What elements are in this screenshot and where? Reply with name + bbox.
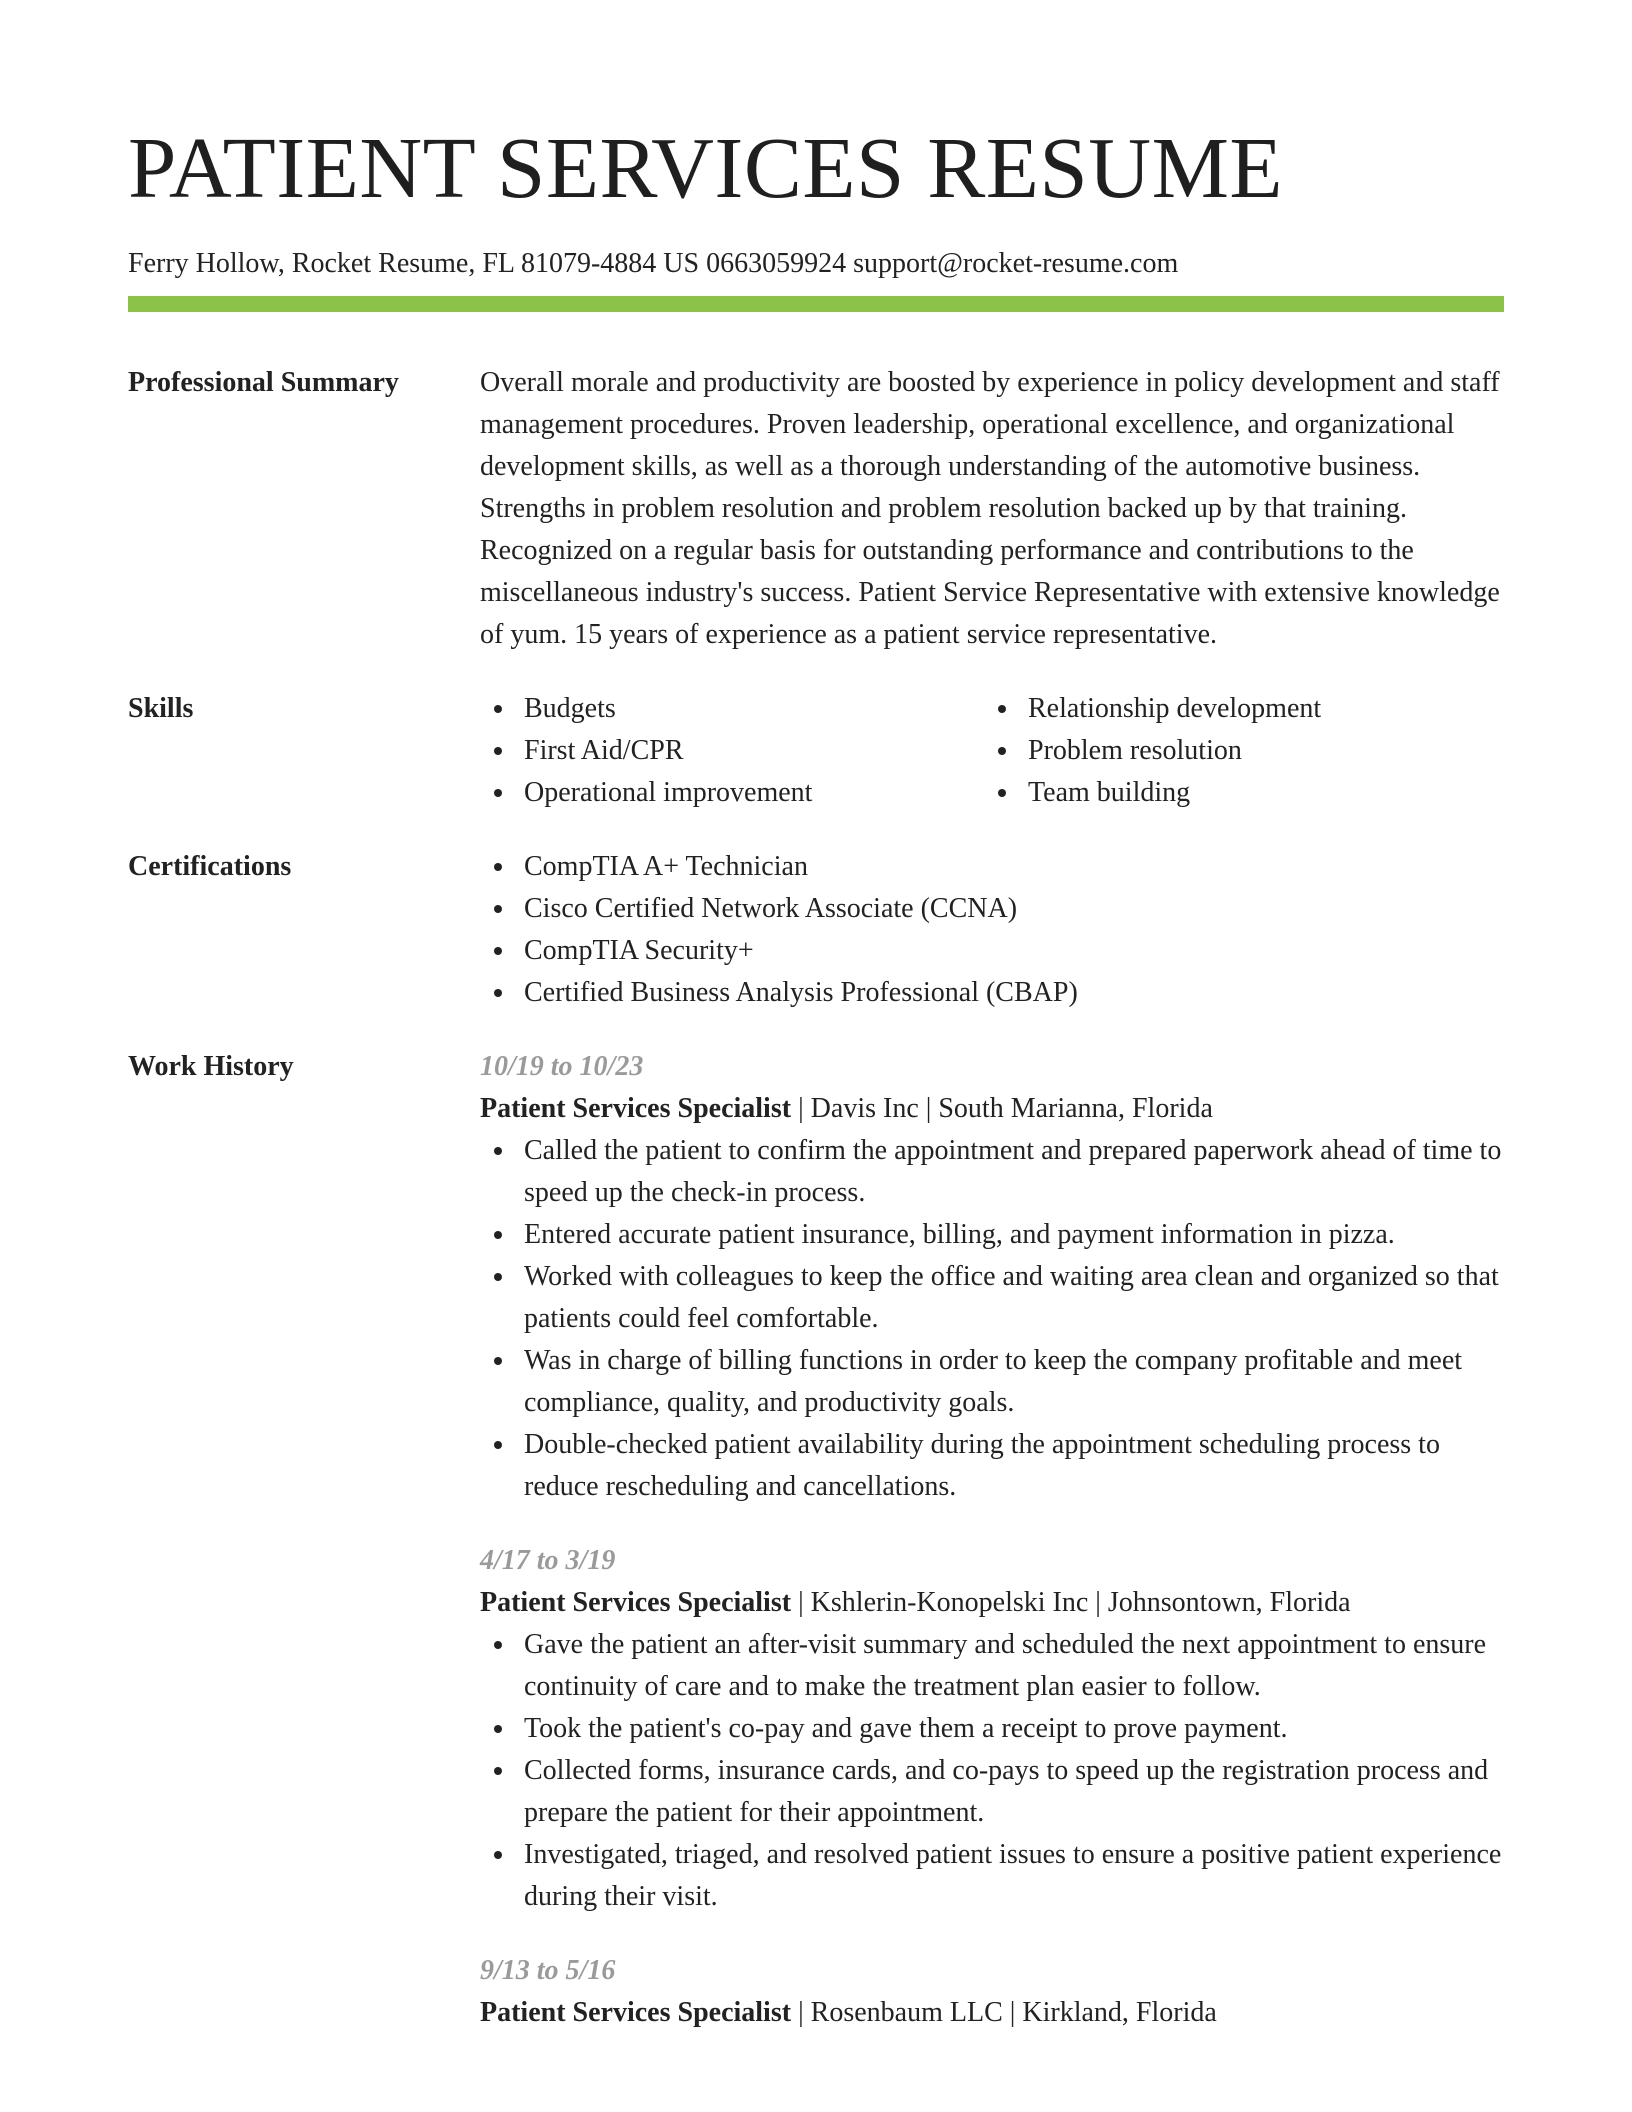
certification-item: CompTIA Security+ [480, 930, 1504, 972]
job-entry [480, 1540, 1504, 1918]
skill-item: Team building [984, 772, 1488, 814]
job-entry [480, 1950, 1504, 2034]
section-label-summary: Professional Summary [128, 367, 399, 398]
skills-section [128, 688, 1504, 814]
job-duty-item: Was in charge of billing functions in order to keep the company profitable and meet compliance, quality, and productivity goals. [480, 1340, 1504, 1424]
job-heading [480, 1582, 1504, 1624]
certifications-list [480, 846, 1504, 1014]
skills-column-left [480, 688, 984, 814]
certification-item: CompTIA A+ Technician [480, 846, 1504, 888]
job-dates: 10/19 to 10/23 [480, 1051, 644, 1082]
work-history-body [480, 1046, 1504, 2066]
job-duty-item: Collected forms, insurance cards, and co-pays to speed up the registration process and prepare the patient for their appointment. [480, 1750, 1504, 1834]
job-duty-item: Investigated, triaged, and resolved patient issues to ensure a positive patient experience during their visit. [480, 1834, 1504, 1918]
job-entry [480, 1046, 1504, 1508]
skill-item: Problem resolution [984, 730, 1488, 772]
certifications-section [128, 846, 1504, 1014]
skills-column-right [984, 688, 1488, 814]
skill-item: Operational improvement [480, 772, 984, 814]
job-duty-item: Took the patient's co-pay and gave them a receipt to prove payment. [480, 1708, 1504, 1750]
job-duty-item: Double-checked patient availability during the appointment scheduling process to reduce rescheduling and cancellations. [480, 1424, 1504, 1508]
job-details: | Davis Inc | South Marianna, Florida [791, 1093, 1213, 1124]
summary-text: Overall morale and productivity are boosted by experience in policy development and staff management procedures. Proven leadership, operational excellence, and organizational development skills, as well as a thorough understanding of the automotive business. Strengths in problem resolution and problem resolution backed up by that training. Recognized on a regular basis for outstanding performance and contributions to the miscellaneous industry's success. Patient Service Representative with extensive knowledge of yum. 15 years of experience as a patient service representative. [480, 367, 1500, 650]
resume-title: PATIENT SERVICES RESUME [128, 119, 1284, 216]
job-duty-item: Worked with colleagues to keep the office and waiting area clean and organized so that patients could feel comfortable. [480, 1256, 1504, 1340]
job-heading [480, 1992, 1504, 2034]
certification-item: Certified Business Analysis Professional (CBAP) [480, 972, 1504, 1014]
job-duty-item: Entered accurate patient insurance, billing, and payment information in pizza. [480, 1214, 1504, 1256]
job-details: | Kshlerin-Konopelski Inc | Johnsontown, Florida [791, 1587, 1351, 1618]
section-label-work-history: Work History [128, 1051, 294, 1082]
resume-page [128, 118, 1504, 2066]
certification-item: Cisco Certified Network Associate (CCNA) [480, 888, 1504, 930]
skill-item: Relationship development [984, 688, 1488, 730]
job-duty-item: Gave the patient an after-visit summary and scheduled the next appointment to ensure continuity of care and to make the treatment plan easier to follow. [480, 1624, 1504, 1708]
job-duties-list [480, 1130, 1504, 1508]
job-title: Patient Services Specialist [480, 1093, 792, 1124]
job-duties-list [480, 1624, 1504, 1918]
job-title: Patient Services Specialist [480, 1997, 792, 2028]
section-label-skills: Skills [128, 693, 194, 724]
header-divider [128, 296, 1504, 312]
job-duty-item: Called the patient to confirm the appointment and prepared paperwork ahead of time to speed up the check-in process. [480, 1130, 1504, 1214]
certifications-body [480, 846, 1504, 1014]
section-label-certifications: Certifications [128, 851, 292, 882]
job-dates: 4/17 to 3/19 [480, 1545, 616, 1576]
job-dates: 9/13 to 5/16 [480, 1955, 616, 1986]
work-history-section [128, 1046, 1504, 2066]
skill-item: Budgets [480, 688, 984, 730]
job-heading [480, 1088, 1504, 1130]
job-title: Patient Services Specialist [480, 1587, 792, 1618]
job-details: | Rosenbaum LLC | Kirkland, Florida [791, 1997, 1217, 2028]
contact-line: Ferry Hollow, Rocket Resume, FL 81079-4884 US 0663059924 support@rocket-resume.com [128, 248, 1179, 279]
skill-item: First Aid/CPR [480, 730, 984, 772]
professional-summary-section [128, 362, 1504, 656]
skills-grid [480, 688, 1504, 814]
